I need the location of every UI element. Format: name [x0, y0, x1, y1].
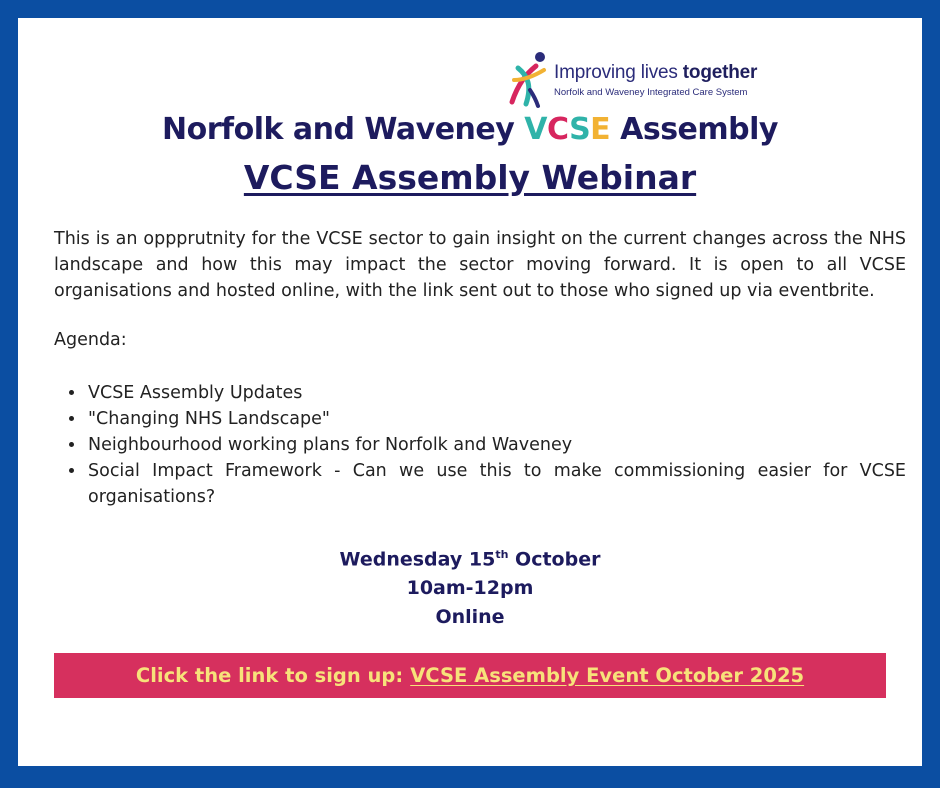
event-details: [18, 540, 922, 632]
logo-tagline: Improving lives together: [554, 62, 758, 83]
logo-text: [554, 62, 757, 98]
event-time: 10am-12pm: [406, 577, 534, 600]
signup-banner: [54, 653, 886, 698]
agenda-label: Agenda:: [54, 330, 127, 350]
event-location: Online: [435, 606, 505, 629]
flyer-card: [18, 18, 922, 766]
agenda-item: • Social Impact Framework - Can we use this to make commissioning easier for VCSE organisations?: [86, 458, 906, 510]
ics-logo: [506, 50, 757, 110]
signup-prefix: Click the link to sign up:: [135, 664, 404, 687]
assembly-title: Norfolk and Waveney VCSE Assembly: [162, 112, 778, 147]
agenda-item: • VCSE Assembly Updates: [86, 380, 906, 406]
agenda-item: • Neighbourhood working plans for Norfolk and Waveney: [86, 432, 906, 458]
signup-link[interactable]: VCSE Assembly Event October 2025: [410, 664, 805, 687]
event-date: Wednesday 15th October: [339, 548, 601, 571]
agenda-list: [54, 380, 906, 510]
logo-subtitle: Norfolk and Waveney Integrated Care System: [554, 87, 748, 98]
description-paragraph: This is an oppprutnity for the VCSE sector to gain insight on the current changes across the NHS landscape and how this may impact the sector moving forward. It is open to all VCSE organisations and hosted online, with the link sent out to those who signed up via eventbrite.: [54, 229, 906, 301]
webinar-title: VCSE Assembly Webinar: [243, 158, 697, 197]
agenda-item: • "Changing NHS Landscape": [86, 406, 906, 432]
people-figure-icon: [506, 50, 550, 110]
